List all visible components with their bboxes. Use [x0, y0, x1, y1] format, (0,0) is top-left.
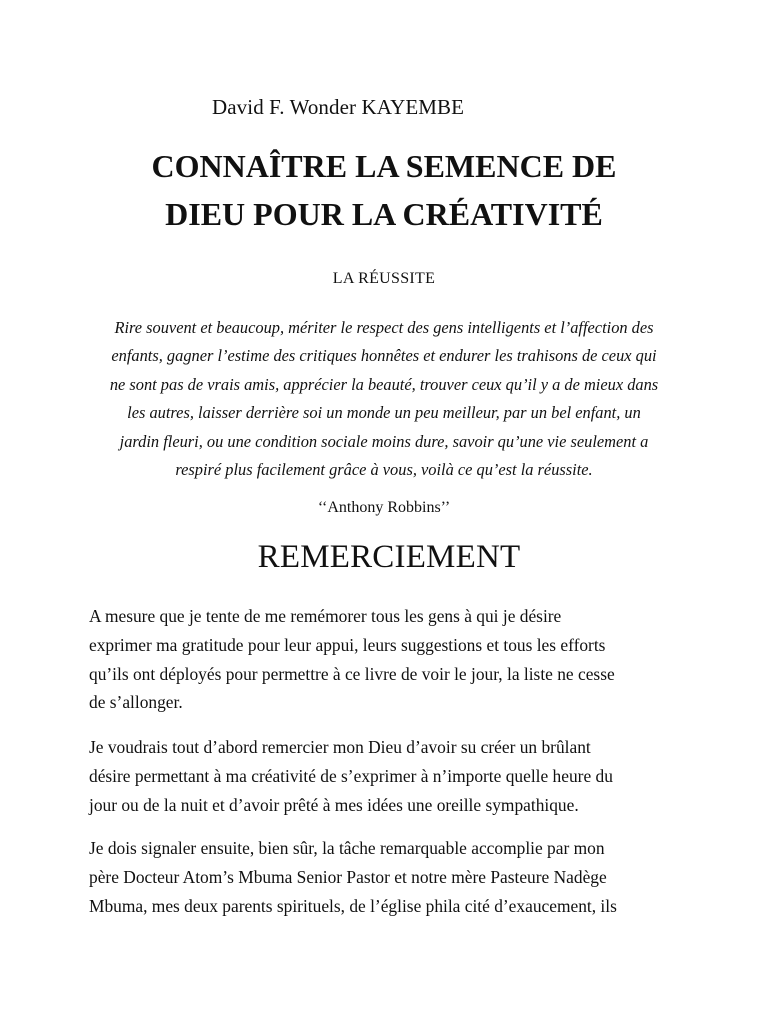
quote-attribution: ‘‘Anthony Robbins’’ — [317, 499, 451, 516]
quote-line: jardin fleuri, ou une condition sociale moins dure, savoir qu’une vie seulement a — [119, 431, 649, 451]
book-title-line: DIEU POUR LA CRÉATIVITÉ — [165, 196, 603, 232]
epigraph-quote — [88, 314, 680, 484]
paragraph — [89, 733, 689, 819]
quote-line: enfants, gagner l’estime des critiques honnêtes et endurer les trahisons de ceux qui — [111, 346, 657, 366]
paragraph-line: de s’allonger. — [89, 692, 183, 713]
quote-line: Rire souvent et beaucoup, mériter le respect des gens intelligents et l’affection des — [114, 318, 654, 337]
section-heading: REMERCIEMENT — [257, 539, 521, 575]
quote-line: respiré plus facilement grâce à vous, voilà ce qu’est la réussite. — [175, 460, 593, 480]
paragraph-line: jour ou de la nuit et d’avoir prêté à mes idées une oreille sympathique. — [89, 794, 579, 815]
paragraph — [89, 602, 689, 717]
paragraph-line: père Docteur Atom’s Mbuma Senior Pastor et notre mère Pasteure Nadège — [89, 866, 607, 887]
paragraph-line: Je dois signaler ensuite, bien sûr, la tâche remarquable accomplie par mon — [89, 838, 605, 858]
paragraph-line: désire permettant à ma créativité de s’exprimer à n’importe quelle heure du — [89, 765, 613, 786]
epigraph-heading: LA RÉUSSITE — [332, 270, 436, 287]
paragraph-line: qu’ils ont déployés pour permettre à ce livre de voir le jour, la liste ne cesse — [89, 663, 615, 684]
quote-line: ne sont pas de vrais amis, apprécier la beauté, trouver ceux qu’il y a de mieux dans — [109, 374, 659, 394]
book-title-line: CONNAÎTRE LA SEMENCE DE — [151, 148, 617, 184]
paragraph — [89, 834, 689, 920]
paragraph-line: Je voudrais tout d’abord remercier mon Dieu d’avoir su créer un brûlant — [89, 737, 591, 757]
paragraph-line: A mesure que je tente de me remémorer tous les gens à qui je désire — [89, 606, 562, 626]
paragraph-line: exprimer ma gratitude pour leur appui, leurs suggestions et tous les efforts — [89, 634, 606, 655]
author-name: David F. Wonder KAYEMBE — [212, 95, 465, 119]
paragraph-line: Mbuma, mes deux parents spirituels, de l’église phila cité d’exaucement, ils — [89, 895, 617, 916]
quote-line: les autres, laisser derrière soi un monde un peu meilleur, par un bel enfant, un — [127, 403, 641, 423]
book-title — [0, 142, 768, 238]
